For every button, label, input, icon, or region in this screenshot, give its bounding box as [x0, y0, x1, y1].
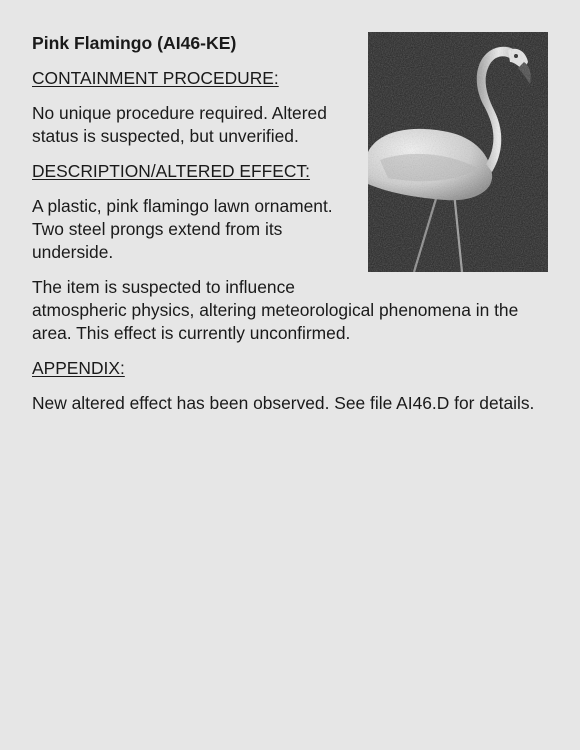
appendix-heading: APPENDIX:: [32, 358, 125, 378]
document-title: Pink Flamingo (AI46-KE): [32, 33, 237, 53]
flamingo-photo: [368, 32, 548, 272]
containment-body: No unique procedure required. Altered status is suspected, but unverified.: [32, 103, 327, 146]
description-body-2: The item is suspected to influence atmospheric physics, altering meteorological phenomena in the area. This effect is currently unconfirmed.: [32, 277, 519, 343]
containment-heading: CONTAINMENT PROCEDURE:: [32, 68, 279, 88]
flamingo-photo-graphic: [368, 32, 548, 272]
description-heading: DESCRIPTION/ALTERED EFFECT:: [32, 161, 310, 181]
description-body-1: A plastic, pink flamingo lawn ornament. Two steel prongs extend from its underside.: [32, 196, 333, 262]
appendix-body: New altered effect has been observed. See file AI46.D for details.: [32, 393, 535, 413]
